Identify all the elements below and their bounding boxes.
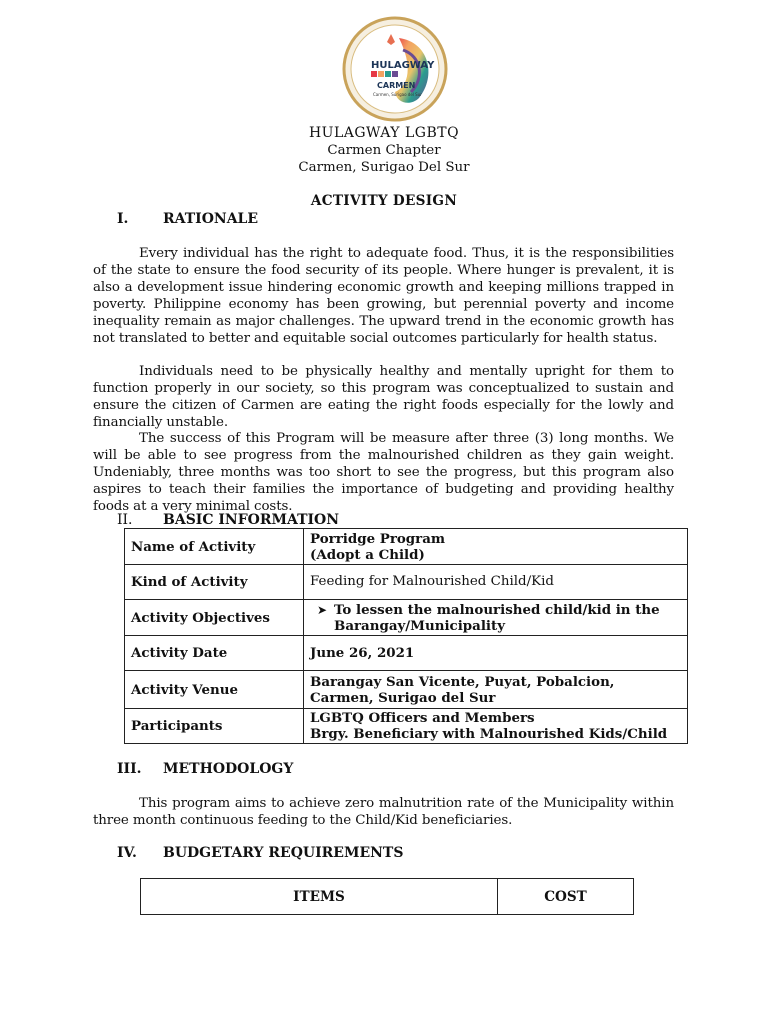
table-row [125,565,688,600]
column-header-items: ITEMS [141,879,498,915]
row-label: Activity Date [125,636,304,671]
budget-table [140,878,634,915]
row-value: Feeding for Malnourished Child/Kid [304,565,688,600]
section-heading-rationale: I. RATIONALE [117,211,259,227]
logo-text-tagline: Carmen, Surigao del Sur [373,92,422,97]
section-heading-methodology: III. METHODOLOGY [117,761,294,777]
table-header-row [141,879,634,915]
column-header-cost: COST [498,879,634,915]
section-heading-budget: IV. BUDGETARY REQUIREMENTS [117,845,404,861]
rationale-paragraph-1: Every individual has the right to adequate food. Thus, it is the responsibilities of the state to ensure the food security of its people. Where hunger is prevalent, it is also a development issue hindering economic growth and keeping millions trapped in poverty. Philippine economy has been growing, but perennial poverty and income inequality remain as major challenges. The upward trend in the economic growth has not translated to better and equitable social outcomes particularly for health status. [93,246,674,346]
row-label: Name of Activity [125,529,304,565]
row-value: Porridge Program (Adopt a Child) [304,529,688,565]
row-value: LGBTQ Officers and Members Brgy. Beneficiary with Malnourished Kids/Child [304,709,688,744]
row-value: June 26, 2021 [304,636,688,671]
table-row [125,529,688,565]
table-row [125,600,688,636]
document-title: ACTIVITY DESIGN [310,193,458,209]
methodology-text: This program aims to achieve zero malnutrition rate of the Municipality within three month continuous feeding to the Child/Kid beneficiaries. [93,796,674,828]
rationale-paragraph-3: The success of this Program will be measure after three (3) long months. We will be able to see progress from the malnourished children as they gain weight. Undeniably, three months was too short to see the progress, but this program also aspires to teach their families the importance of budgeting and providing healthy foods at a very minimal costs. [93,431,674,514]
logo-text-hulagway: HULAGWAY [371,60,435,71]
logo-text-carmen: CARMEN [377,81,416,90]
table-row [125,709,688,744]
row-label: Kind of Activity [125,565,304,600]
table-row [125,636,688,671]
rationale-paragraph-2: Individuals need to be physically healthy and mentally upright for them to function properly in our society, so this program was conceptualized to sustain and ensure the citizen of Carmen are eating the right foods especially for the lowly and financially unstable. [93,364,674,430]
chapter-name: Carmen Chapter [327,143,441,158]
table-row [125,671,688,709]
row-label: Participants [125,709,304,744]
location: Carmen, Surigao Del Sur [298,160,470,175]
hulagway-logo [341,16,449,122]
basic-info-table [124,528,688,744]
row-label: Activity Venue [125,671,304,709]
row-value: Barangay San Vicente, Puyat, Pobalcion, Carmen, Surigao del Sur [304,671,688,709]
section-heading-basic-info: II. BASIC INFORMATION [117,512,340,528]
org-name: HULAGWAY LGBTQ [308,125,460,141]
objective-text: To lessen the malnourished child/kid in the Barangay/Municipality [334,601,660,634]
row-label: Activity Objectives [125,600,304,636]
arrow-bullet-icon: ➤ [316,602,328,617]
row-value [304,600,688,636]
